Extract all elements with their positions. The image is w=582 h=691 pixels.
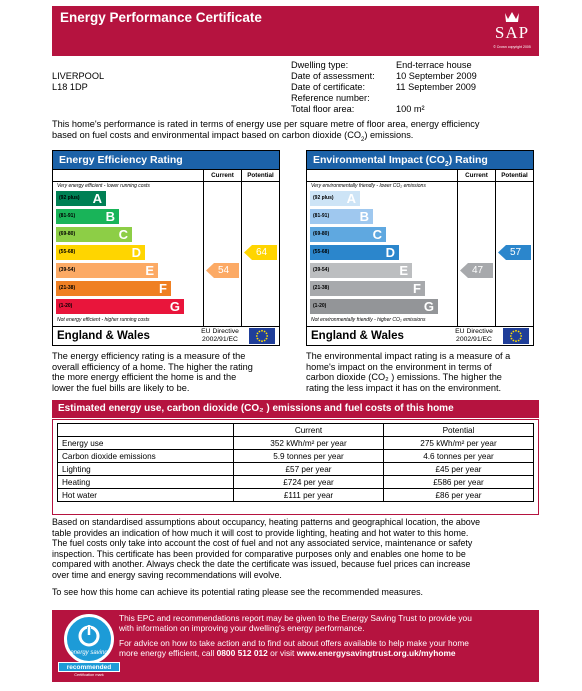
eu-directive: EU Directive 2002/91/EC	[455, 328, 493, 343]
current-rating-arrow-value: 54	[218, 265, 230, 276]
costs-table-frame	[52, 419, 539, 515]
certification-mark-label: Certification mark	[74, 673, 104, 677]
address-line-1: LIVERPOOL	[52, 71, 105, 81]
dwelling-label: Reference number:	[291, 93, 370, 103]
eu-star	[264, 340, 266, 342]
table-row: Carbon dioxide emissions 5.9 tonnes per year 4.6 tonnes per year	[58, 450, 534, 463]
energy-saving-logo-icon	[67, 617, 111, 661]
potential-rating-arrow-value: 64	[256, 247, 268, 258]
region-name: England & Wales	[311, 330, 404, 342]
rating-band-c	[56, 227, 132, 242]
intro-line-1: This home's performance is rated in terms of energy use per square metre of floor area, energy efficiency	[52, 119, 480, 129]
band-letter: B	[359, 209, 369, 224]
band-range-label: (39-54)	[59, 267, 76, 273]
address-block	[52, 71, 104, 93]
eu-star	[257, 338, 259, 340]
potential-rating-arrow	[244, 245, 277, 260]
rating-band-g	[56, 299, 184, 314]
dwelling-value	[396, 93, 477, 104]
rating-band-b	[310, 209, 373, 224]
eu-star	[511, 338, 513, 340]
dwelling-value: 11 September 2009	[396, 82, 477, 92]
band-letter: A	[92, 191, 102, 206]
energy-efficiency-panel	[52, 150, 280, 346]
rating-band-e	[56, 263, 158, 278]
band-letter: A	[346, 191, 356, 206]
eu-star	[518, 340, 520, 342]
band-range-label: (69-80)	[313, 231, 330, 237]
band-range-label: (1-20)	[59, 303, 73, 309]
current-rating-arrow	[206, 263, 239, 278]
table-row: Lighting £57 per year £45 per year	[58, 463, 534, 476]
dwelling-label: Date of assessment:	[291, 71, 375, 81]
scale-top-note: Very environmentally friendly - lower CO₂ emissions	[311, 183, 426, 189]
rating-band-g	[310, 299, 438, 314]
rating-band-a	[56, 191, 106, 206]
rating-band-e	[310, 263, 412, 278]
energy-saving-logo-text: energy saving	[70, 650, 108, 656]
energy-efficiency-title: Energy Efficiency Rating	[53, 151, 279, 169]
current-rating-arrow	[460, 263, 493, 278]
band-range-label: (39-54)	[313, 267, 330, 273]
band-letter: E	[399, 263, 408, 278]
region-footer	[307, 327, 533, 345]
eu-star	[520, 333, 522, 335]
eu-star	[520, 338, 522, 340]
sap-logo-text: SAP	[494, 23, 530, 42]
eu-flag-icon	[249, 328, 275, 344]
rating-band-d	[310, 245, 399, 260]
rating-band-d	[56, 245, 145, 260]
eu-star	[261, 330, 263, 332]
scale-bottom-note: Not energy efficient - higher running costs	[57, 317, 150, 323]
recommended-label: recommended	[58, 662, 120, 672]
dwelling-value: 100 m²	[396, 104, 425, 114]
eu-star	[515, 330, 517, 332]
band-letter: C	[118, 227, 128, 242]
eu-star	[515, 340, 517, 342]
environmental-impact-panel	[306, 150, 534, 346]
impact-description: The environmental impact rating is a measure of a home's impact on the environment in terms of carbon dioxide (CO₂ ) emissions. The higher the rating the less impact it has on the environment.	[306, 351, 511, 393]
eu-star	[511, 333, 513, 335]
dwelling-label: Date of certificate:	[291, 82, 366, 92]
band-letter: G	[169, 299, 180, 314]
band-letter: C	[372, 227, 382, 242]
estimate-heading: Estimated energy use, carbon dioxide (CO₂ ) emissions and fuel costs of this home	[52, 400, 539, 418]
certificate-title: Energy Performance Certificate	[60, 10, 262, 25]
column-header-potential: Potential	[384, 424, 534, 437]
band-range-label: (55-68)	[313, 249, 330, 255]
energy-saving-logo	[64, 614, 114, 664]
rating-band-a	[310, 191, 360, 206]
eu-star	[510, 335, 512, 337]
eu-star	[513, 340, 515, 342]
costs-table	[57, 423, 534, 502]
energy-saving-trust-box	[52, 610, 539, 682]
region-name: England & Wales	[57, 330, 150, 342]
rating-band-c	[310, 227, 386, 242]
sap-copyright: © Crown copyright 2005	[493, 45, 531, 49]
intro-line-2: based on fuel costs and environmental impact based on carbon dioxide $(CO_2)$ emissions.	[52, 130, 414, 143]
sap-logo	[489, 9, 535, 53]
table-row: Energy use 352 kWh/m² per year 275 kWh/m² per year	[58, 437, 534, 450]
eu-star	[264, 331, 266, 333]
band-letter: D	[131, 245, 141, 260]
rating-band-f	[56, 281, 171, 296]
eu-star	[259, 340, 261, 342]
eu-star	[266, 333, 268, 335]
table-header-row	[58, 424, 534, 437]
address-line-2: L18 1DP	[52, 82, 88, 92]
eu-star	[520, 335, 522, 337]
band-range-label: (92 plus)	[59, 195, 80, 201]
energy-saving-trust-text: This EPC and recommendations report may be given to the Energy Saving Trust to provide you with information on improving your dwelling's energy performance. For advice on how to take action and to find out about offers available to help make your home more energy efficient, call 0800 512 012 or visit www.energysavingtrust.org.uk/myhome	[119, 613, 472, 659]
band-range-label: (21-38)	[313, 285, 330, 291]
potential-rating-arrow	[498, 245, 531, 260]
dwelling-label: Dwelling type:	[291, 60, 349, 70]
band-range-label: (21-38)	[59, 285, 76, 291]
rating-band-b	[56, 209, 119, 224]
environmental-impact-title: Environmental Impact $(CO_2)$ Rating	[307, 151, 533, 169]
scale-bottom-note: Not environmentally friendly - higher CO₂ emissions	[311, 317, 426, 323]
band-letter: G	[423, 299, 434, 314]
dwelling-labels	[291, 60, 375, 115]
eu-star	[513, 331, 515, 333]
eu-star	[261, 340, 263, 342]
current-column-header: Current	[203, 170, 241, 181]
potential-rating-arrow-value: 57	[510, 247, 522, 258]
rating-band-f	[310, 281, 425, 296]
band-range-label: (69-80)	[59, 231, 76, 237]
phone-number[interactable]: 0800 512 012	[216, 648, 268, 659]
band-range-label: (55-68)	[59, 249, 76, 255]
eu-star	[518, 331, 520, 333]
eu-star	[256, 335, 258, 337]
certificate-header	[52, 6, 539, 56]
band-letter: B	[105, 209, 115, 224]
band-letter: F	[413, 281, 421, 296]
band-range-label: (81-91)	[313, 213, 330, 219]
dwelling-label: Total floor area:	[291, 104, 355, 114]
dwelling-values	[396, 60, 477, 115]
table-row: Heating £724 per year £586 per year	[58, 476, 534, 489]
dwelling-value: End-terrace house	[396, 60, 472, 70]
recommended-measures-note: To see how this home can achieve its potential rating please see the recommended measures.	[52, 587, 423, 597]
current-column-header: Current	[457, 170, 495, 181]
dwelling-value: 10 September 2009	[396, 71, 477, 81]
est-website-link[interactable]: www.energysavingtrust.org.uk/myhome	[296, 648, 456, 659]
band-range-label: (81-91)	[59, 213, 76, 219]
band-range-label: (92 plus)	[313, 195, 334, 201]
current-rating-arrow-value: 47	[472, 265, 484, 276]
eu-star	[257, 333, 259, 335]
eu-star	[259, 331, 261, 333]
band-range-label: (1-20)	[313, 303, 327, 309]
region-footer	[53, 327, 279, 345]
eu-star	[266, 335, 268, 337]
band-letter: E	[145, 263, 154, 278]
efficiency-description: The energy efficiency rating is a measure of the overall efficiency of a home. The higher the rating the more energy efficient the home is and the lower the fuel bills are likely to be.	[52, 351, 253, 393]
eu-star	[266, 338, 268, 340]
assumptions-paragraph: Based on standardised assumptions about occupancy, heating patterns and geographical location, the above table provides an indication of how much it will cost to provide lighting, heating and hot water to this home. The fuel costs only take into account the cost of fuel and not any associated service, maintenance or safety inspection. This certificate has been provided for comparative purposes only and enables one home to be compared with another. Always check the date the certificate was issued, because fuel prices can increase over time and energy saving recommendations will evolve.	[52, 517, 481, 580]
intro-text	[52, 119, 530, 146]
potential-column-header: Potential	[495, 170, 533, 181]
potential-column-header: Potential	[241, 170, 279, 181]
band-letter: D	[385, 245, 395, 260]
scale-top-note: Very energy efficient - lower running costs	[57, 183, 150, 189]
table-row: Hot water £111 per year £86 per year	[58, 489, 534, 502]
eu-directive: EU Directive 2002/91/EC	[201, 328, 239, 343]
column-header-current: Current	[234, 424, 384, 437]
band-letter: F	[159, 281, 167, 296]
eu-flag-icon	[503, 328, 529, 344]
